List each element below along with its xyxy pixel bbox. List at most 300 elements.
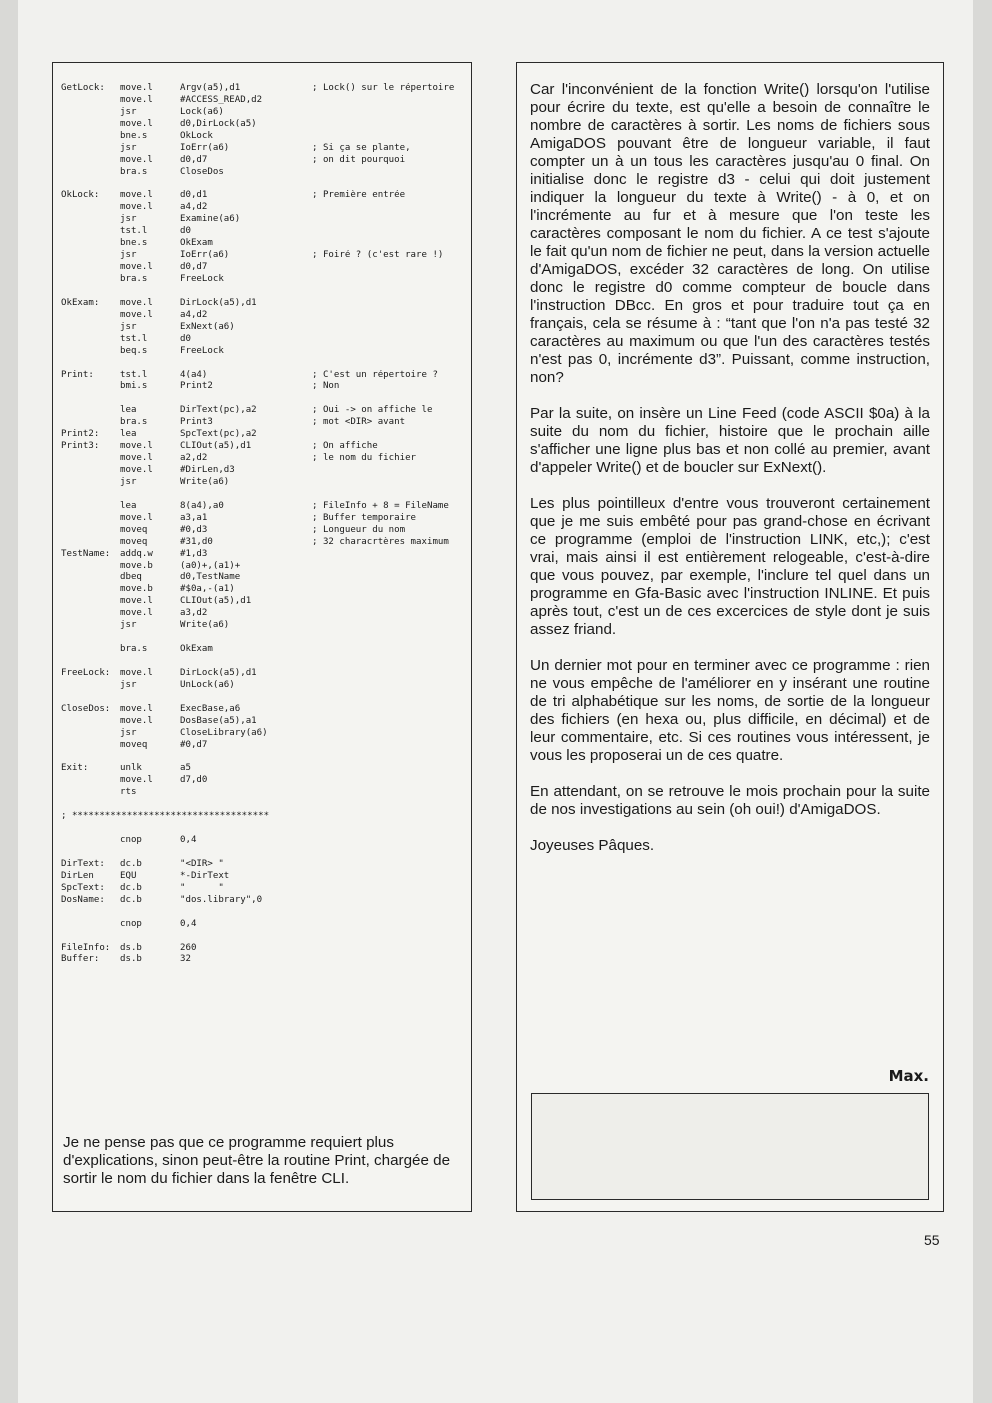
code-label bbox=[61, 728, 120, 740]
code-operand: Argv(a5),d1 bbox=[180, 83, 241, 93]
code-comment bbox=[312, 954, 465, 966]
code-line bbox=[61, 763, 465, 775]
code-opcode: bne.s bbox=[120, 130, 148, 141]
code-operand: 4(a4) bbox=[180, 369, 208, 380]
code-operand: 0,4 bbox=[180, 918, 197, 929]
code-opcode: dbeq bbox=[120, 572, 142, 583]
code-line bbox=[61, 202, 465, 214]
code-operand: ExNext(a6) bbox=[180, 321, 235, 332]
code-line bbox=[61, 226, 465, 238]
code-label bbox=[61, 346, 120, 358]
code-line bbox=[61, 95, 465, 107]
code-line bbox=[61, 740, 465, 752]
code-operand bbox=[180, 393, 312, 405]
code-operand: UnLock(a6) bbox=[180, 679, 235, 690]
code-line bbox=[61, 358, 465, 370]
code-opcode: bmi.s bbox=[120, 381, 148, 392]
code-label bbox=[61, 107, 120, 119]
empty-frame bbox=[531, 1093, 929, 1200]
code-operand: d0,TestName bbox=[180, 572, 241, 583]
code-line bbox=[61, 692, 465, 704]
code-operand: #0,d7 bbox=[180, 739, 208, 750]
code-comment bbox=[312, 131, 465, 143]
code-opcode: tst.l bbox=[120, 333, 148, 344]
code-comment bbox=[312, 620, 465, 632]
code-operand bbox=[180, 489, 312, 501]
code-line bbox=[61, 513, 465, 525]
code-line bbox=[61, 549, 465, 561]
code-line bbox=[61, 155, 465, 167]
code-line bbox=[61, 799, 465, 811]
code-opcode: dc.b bbox=[120, 894, 142, 905]
code-label bbox=[61, 656, 120, 668]
code-line bbox=[61, 190, 465, 202]
code-comment bbox=[312, 572, 465, 584]
code-line bbox=[61, 119, 465, 131]
code-comment: ; Lock() sur le répertoire bbox=[312, 83, 455, 93]
code-comment bbox=[312, 847, 465, 859]
code-comment bbox=[312, 310, 465, 322]
code-line bbox=[61, 417, 465, 429]
code-opcode: lea bbox=[120, 500, 137, 511]
code-line bbox=[61, 931, 465, 943]
code-label: OkExam: bbox=[61, 297, 100, 308]
code-comment bbox=[312, 668, 465, 680]
code-operand: a3,d2 bbox=[180, 608, 208, 619]
code-label bbox=[61, 787, 120, 799]
code-operand: 8(a4),a0 bbox=[180, 500, 224, 511]
code-opcode: lea bbox=[120, 429, 137, 440]
code-comment: ; Non bbox=[312, 381, 340, 392]
code-comment bbox=[312, 262, 465, 274]
code-operand: Lock(a6) bbox=[180, 106, 224, 117]
code-comment bbox=[312, 465, 465, 477]
code-line bbox=[61, 895, 465, 907]
code-label: GetLock: bbox=[61, 83, 105, 93]
code-label bbox=[61, 501, 120, 513]
code-operand: Write(a6) bbox=[180, 476, 230, 487]
code-comment: ; on dit pourquoi bbox=[312, 154, 406, 165]
code-label bbox=[61, 453, 120, 465]
code-operand: DirLock(a5),d1 bbox=[180, 667, 257, 678]
code-opcode: jsr bbox=[120, 321, 137, 332]
code-opcode: move.l bbox=[120, 667, 153, 678]
code-line bbox=[61, 262, 465, 274]
code-comment: ; FileInfo + 8 = FileName bbox=[312, 500, 449, 511]
code-opcode: ds.b bbox=[120, 954, 142, 965]
code-line bbox=[61, 835, 465, 847]
code-opcode: move.l bbox=[120, 715, 153, 726]
code-opcode: move.l bbox=[120, 94, 153, 105]
code-operand bbox=[180, 847, 312, 859]
code-comment bbox=[312, 883, 465, 895]
code-operand bbox=[180, 787, 312, 799]
code-line bbox=[61, 501, 465, 513]
code-comment: ; On affiche bbox=[312, 441, 378, 452]
code-line bbox=[61, 859, 465, 871]
code-opcode: rts bbox=[120, 787, 137, 798]
code-operand: 32 bbox=[180, 954, 191, 965]
code-opcode bbox=[120, 931, 180, 943]
code-label bbox=[61, 537, 120, 549]
page-number: 55 bbox=[924, 1232, 940, 1248]
code-comment bbox=[312, 489, 465, 501]
code-opcode: bra.s bbox=[120, 644, 148, 655]
code-line bbox=[61, 429, 465, 441]
code-label bbox=[61, 620, 120, 632]
code-line bbox=[61, 167, 465, 179]
code-label bbox=[61, 358, 120, 370]
code-comment: ; Foiré ? (c'est rare !) bbox=[312, 250, 444, 261]
code-line bbox=[61, 525, 465, 537]
code-comment bbox=[312, 644, 465, 656]
code-line bbox=[61, 596, 465, 608]
code-label bbox=[61, 155, 120, 167]
code-label bbox=[61, 310, 120, 322]
code-label bbox=[61, 919, 120, 931]
code-line bbox=[61, 644, 465, 656]
code-label: Exit: bbox=[61, 763, 89, 774]
code-operand: #ACCESS_READ,d2 bbox=[180, 94, 263, 105]
code-label bbox=[61, 644, 120, 656]
code-line bbox=[61, 393, 465, 405]
code-operand bbox=[180, 632, 312, 644]
code-operand: a5 bbox=[180, 763, 191, 774]
code-operand: d0,DirLock(a5) bbox=[180, 118, 257, 129]
code-label: ; ************************************ bbox=[61, 811, 270, 822]
code-label bbox=[61, 596, 120, 608]
code-line bbox=[61, 632, 465, 644]
code-line bbox=[61, 131, 465, 143]
code-label bbox=[61, 740, 120, 752]
code-operand: CloseLibrary(a6) bbox=[180, 727, 268, 738]
code-comment bbox=[312, 393, 465, 405]
code-operand: d7,d0 bbox=[180, 775, 208, 786]
code-opcode: jsr bbox=[120, 214, 137, 225]
code-comment bbox=[312, 943, 465, 955]
code-operand: d0 bbox=[180, 226, 191, 237]
code-operand bbox=[180, 811, 312, 823]
code-line bbox=[61, 274, 465, 286]
code-opcode bbox=[120, 489, 180, 501]
code-line bbox=[61, 716, 465, 728]
code-line bbox=[61, 83, 465, 95]
code-label bbox=[61, 632, 120, 644]
code-label bbox=[61, 561, 120, 573]
code-opcode bbox=[120, 656, 180, 668]
code-opcode bbox=[120, 393, 180, 405]
code-opcode bbox=[120, 692, 180, 704]
code-line bbox=[61, 405, 465, 417]
code-line bbox=[61, 608, 465, 620]
code-opcode: move.l bbox=[120, 190, 153, 201]
code-opcode: move.l bbox=[120, 297, 153, 308]
code-comment bbox=[312, 608, 465, 620]
code-label bbox=[61, 513, 120, 525]
code-label bbox=[61, 680, 120, 692]
code-operand: #$0a,-(a1) bbox=[180, 584, 235, 595]
code-line bbox=[61, 489, 465, 501]
code-comment bbox=[312, 871, 465, 883]
code-comment: ; Si ça se plante, bbox=[312, 142, 411, 153]
code-comment bbox=[312, 584, 465, 596]
code-operand: a3,a1 bbox=[180, 512, 208, 523]
code-comment: ; le nom du fichier bbox=[312, 453, 417, 464]
code-opcode: move.l bbox=[120, 154, 153, 165]
code-operand: CLIOut(a5),d1 bbox=[180, 441, 252, 452]
code-operand: a2,d2 bbox=[180, 453, 208, 464]
code-operand bbox=[180, 179, 312, 191]
code-label bbox=[61, 489, 120, 501]
code-operand: SpcText(pc),a2 bbox=[180, 429, 257, 440]
code-line bbox=[61, 381, 465, 393]
code-operand: d0,d1 bbox=[180, 190, 208, 201]
code-comment bbox=[312, 835, 465, 847]
code-operand bbox=[180, 692, 312, 704]
code-opcode bbox=[120, 823, 180, 835]
code-comment bbox=[312, 728, 465, 740]
code-comment: ; C'est un répertoire ? bbox=[312, 369, 438, 380]
code-label bbox=[61, 907, 120, 919]
code-operand: FreeLock bbox=[180, 345, 224, 356]
paragraph: Les plus pointilleux d'entre vous trouveront certainement que je me suis embêté pour pas grand-chose en écrivant ce programme (emploi de l'instruction LINK, etc,); c'est vrai, mais ainsi il est entièrement relogeable, c'est-à-dire que vous pouvez, par exemple, l'inclure tel quel dans un programme en Gfa-Basic avec l'instruction INLINE. Et puis après tout, c'est un de ces excercices de style dont je suis assez friand. bbox=[530, 495, 930, 638]
code-opcode: moveq bbox=[120, 739, 148, 750]
code-operand bbox=[180, 799, 312, 811]
code-opcode bbox=[120, 799, 180, 811]
code-operand: "dos.library",0 bbox=[180, 894, 263, 905]
code-label bbox=[61, 286, 120, 298]
code-operand: Examine(a6) bbox=[180, 214, 241, 225]
code-opcode: move.l bbox=[120, 608, 153, 619]
code-opcode: move.l bbox=[120, 262, 153, 273]
code-opcode: addq.w bbox=[120, 548, 153, 559]
code-opcode: dc.b bbox=[120, 858, 142, 869]
code-comment: ; Oui -> on affiche le bbox=[312, 405, 433, 416]
code-opcode bbox=[120, 358, 180, 370]
code-comment: ; Première entrée bbox=[312, 190, 406, 201]
code-operand: FreeLock bbox=[180, 274, 224, 284]
code-label: DosName: bbox=[61, 894, 105, 905]
code-label bbox=[61, 584, 120, 596]
code-operand: 260 bbox=[180, 942, 197, 953]
code-comment bbox=[312, 214, 465, 226]
code-comment bbox=[312, 859, 465, 871]
code-label bbox=[61, 250, 120, 262]
code-label bbox=[61, 262, 120, 274]
code-comment bbox=[312, 704, 465, 716]
assembly-code-listing bbox=[61, 83, 465, 966]
code-line bbox=[61, 907, 465, 919]
code-opcode: moveq bbox=[120, 536, 148, 547]
code-label bbox=[61, 465, 120, 477]
code-opcode bbox=[120, 179, 180, 191]
code-opcode bbox=[120, 907, 180, 919]
code-label: FreeLock: bbox=[61, 667, 111, 678]
paragraph: Joyeuses Pâques. bbox=[530, 837, 655, 854]
code-opcode: move.b bbox=[120, 560, 153, 571]
code-line bbox=[61, 883, 465, 895]
code-opcode: move.l bbox=[120, 703, 153, 714]
code-operand: d0,d7 bbox=[180, 262, 208, 273]
code-comment bbox=[312, 895, 465, 907]
code-line bbox=[61, 453, 465, 465]
code-comment: ; Longueur du nom bbox=[312, 524, 406, 535]
code-comment bbox=[312, 787, 465, 799]
code-opcode bbox=[120, 286, 180, 298]
code-label bbox=[61, 775, 120, 787]
code-opcode: move.b bbox=[120, 584, 153, 595]
code-label bbox=[61, 202, 120, 214]
code-operand: CLIOut(a5),d1 bbox=[180, 596, 252, 607]
code-label: Buffer: bbox=[61, 954, 100, 965]
code-line bbox=[61, 668, 465, 680]
code-comment bbox=[312, 107, 465, 119]
code-comment bbox=[312, 799, 465, 811]
code-label bbox=[61, 525, 120, 537]
code-label bbox=[61, 405, 120, 417]
code-operand: d0,d7 bbox=[180, 154, 208, 165]
code-operand: #31,d0 bbox=[180, 536, 213, 547]
code-operand: a4,d2 bbox=[180, 309, 208, 320]
code-line bbox=[61, 322, 465, 334]
code-line bbox=[61, 656, 465, 668]
code-comment: ; Buffer temporaire bbox=[312, 512, 417, 523]
code-operand bbox=[180, 656, 312, 668]
code-comment bbox=[312, 919, 465, 931]
code-comment bbox=[312, 179, 465, 191]
code-comment bbox=[312, 119, 465, 131]
code-operand bbox=[180, 907, 312, 919]
code-operand: OkExam bbox=[180, 238, 213, 249]
code-opcode: move.l bbox=[120, 118, 153, 129]
code-operand: #1,d3 bbox=[180, 548, 208, 559]
author-signature: Max. bbox=[888, 1067, 929, 1085]
code-operand bbox=[180, 752, 312, 764]
code-opcode bbox=[120, 847, 180, 859]
article-text-box bbox=[516, 62, 944, 1212]
code-label bbox=[61, 274, 120, 286]
code-opcode: jsr bbox=[120, 250, 137, 261]
code-comment bbox=[312, 763, 465, 775]
code-label bbox=[61, 334, 120, 346]
code-comment bbox=[312, 823, 465, 835]
code-opcode: ds.b bbox=[120, 942, 142, 953]
code-label: Print2: bbox=[61, 429, 100, 440]
code-opcode: jsr bbox=[120, 142, 137, 153]
code-operand: " " bbox=[180, 882, 224, 893]
code-opcode: move.l bbox=[120, 512, 153, 523]
code-comment bbox=[312, 632, 465, 644]
code-label bbox=[61, 835, 120, 847]
code-line bbox=[61, 620, 465, 632]
code-opcode: jsr bbox=[120, 620, 137, 631]
code-opcode: jsr bbox=[120, 476, 137, 487]
code-label bbox=[61, 143, 120, 155]
code-operand: Print2 bbox=[180, 381, 213, 392]
code-opcode: dc.b bbox=[120, 882, 142, 893]
code-listing-box bbox=[52, 62, 472, 1212]
code-opcode: jsr bbox=[120, 727, 137, 738]
code-opcode: move.l bbox=[120, 465, 153, 475]
code-label bbox=[61, 931, 120, 943]
code-line bbox=[61, 954, 465, 966]
code-line bbox=[61, 334, 465, 346]
code-operand: 0,4 bbox=[180, 835, 197, 846]
code-opcode: move.l bbox=[120, 202, 153, 213]
code-label: FileInfo: bbox=[61, 942, 111, 953]
paragraph: Car l'inconvénient de la fonction Write() lorsqu'on l'utilise pour écrire du texte, est qu'elle a besoin de connaître le nombre de caractères à sortir. Les noms de fichiers sous AmigaDOS pouvant être de longueur variable, il faut compter un à un tous les caractères jusqu'au 0 final. On initialise donc le registre d3 - celui qui doit justement indiquer la longueur du texte à Write() - à 0, et on l'incrémente au fur et à mesure que l'on teste les caractères composant le nom du fichier. A ce test s'ajoute le fait qu'un nom de fichier ne peut, dans la version actuelle d'AmigaDOS, excéder 32 caractères de long. On utilise donc le registre d0 comme compteur de boucle dans l'instruction DBcc. En gros et pour traduire tout ça en français, cela se résume à : “tant que l'on n'a pas testé 32 caractères au maximum ou que l'un des caractères testés n'est pas 0, incrémente d3”. Puissant, comme instruction, non? bbox=[530, 81, 930, 386]
code-opcode: bra.s bbox=[120, 274, 148, 284]
code-label bbox=[61, 847, 120, 859]
code-line bbox=[61, 704, 465, 716]
code-operand: DirText(pc),a2 bbox=[180, 405, 257, 416]
code-opcode: cnop bbox=[120, 835, 142, 846]
code-comment bbox=[312, 298, 465, 310]
code-comment bbox=[312, 561, 465, 573]
code-line bbox=[61, 286, 465, 298]
code-opcode: moveq bbox=[120, 524, 148, 535]
code-label bbox=[61, 572, 120, 584]
code-label: CloseDos: bbox=[61, 703, 111, 714]
code-line bbox=[61, 787, 465, 799]
code-opcode: tst.l bbox=[120, 226, 148, 237]
code-operand: CloseDos bbox=[180, 166, 224, 177]
code-opcode: move.l bbox=[120, 596, 153, 607]
code-label bbox=[61, 119, 120, 131]
code-opcode: unlk bbox=[120, 763, 142, 774]
code-line bbox=[61, 143, 465, 155]
code-comment bbox=[312, 346, 465, 358]
code-comment bbox=[312, 931, 465, 943]
code-operand: IoErr(a6) bbox=[180, 142, 230, 153]
code-comment bbox=[312, 477, 465, 489]
code-line bbox=[61, 943, 465, 955]
code-opcode: bne.s bbox=[120, 238, 148, 249]
code-comment bbox=[312, 692, 465, 704]
code-label: DirLen bbox=[61, 870, 94, 881]
article-body bbox=[530, 81, 930, 855]
code-opcode: move.l bbox=[120, 83, 153, 93]
code-line bbox=[61, 370, 465, 382]
code-opcode: move.l bbox=[120, 453, 153, 464]
code-line bbox=[61, 298, 465, 310]
code-comment bbox=[312, 596, 465, 608]
code-opcode: EQU bbox=[120, 870, 137, 881]
code-opcode: lea bbox=[120, 405, 137, 416]
code-label bbox=[61, 393, 120, 405]
code-label bbox=[61, 381, 120, 393]
code-comment bbox=[312, 322, 465, 334]
code-operand bbox=[180, 286, 312, 298]
code-label bbox=[61, 226, 120, 238]
code-label bbox=[61, 752, 120, 764]
code-operand: DosBase(a5),a1 bbox=[180, 715, 257, 726]
code-line bbox=[61, 823, 465, 835]
code-operand: OkLock bbox=[180, 130, 213, 141]
code-operand: (a0)+,(a1)+ bbox=[180, 560, 241, 571]
code-comment bbox=[312, 286, 465, 298]
code-line bbox=[61, 179, 465, 191]
code-opcode bbox=[120, 632, 180, 644]
code-line bbox=[61, 107, 465, 119]
code-line bbox=[61, 346, 465, 358]
code-comment bbox=[312, 167, 465, 179]
code-comment bbox=[312, 775, 465, 787]
code-line bbox=[61, 572, 465, 584]
code-comment bbox=[312, 752, 465, 764]
code-comment bbox=[312, 656, 465, 668]
code-comment bbox=[312, 549, 465, 561]
